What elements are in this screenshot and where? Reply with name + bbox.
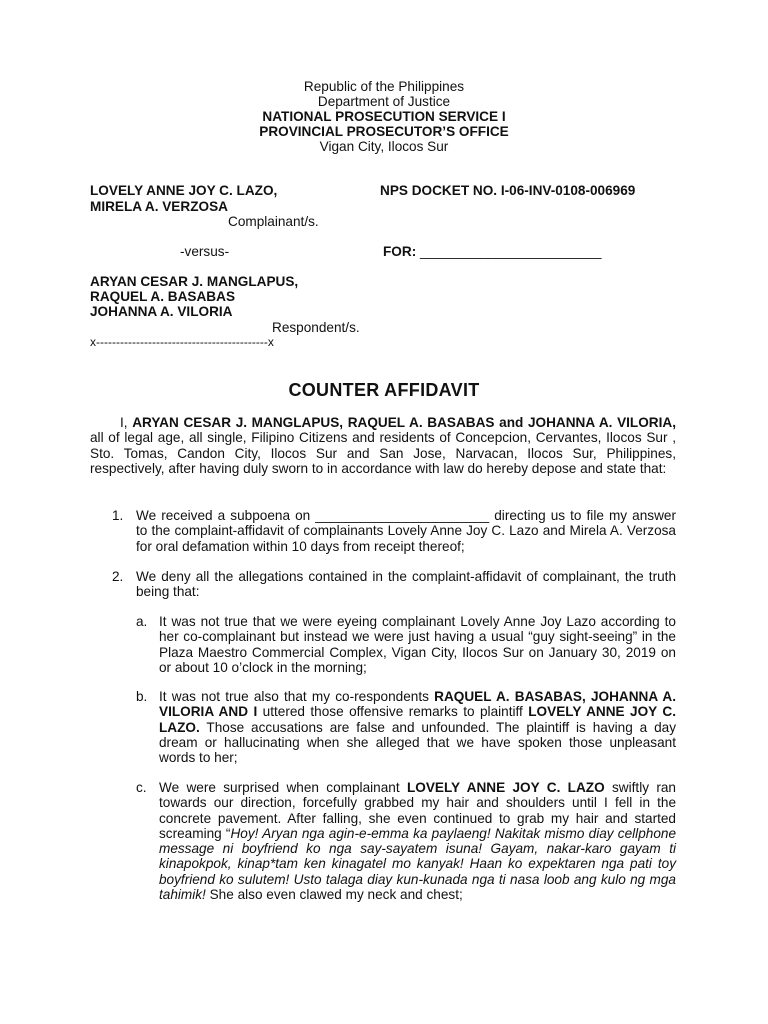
docket-number: NPS DOCKET NO. I-06-INV-0108-006969	[380, 183, 636, 198]
subitem-b-t3: Those accusations are false and unfounded. The plaintiff is having a day dream or hallucinating when she alleged that we have spoken those unpleasant words to her;	[159, 719, 676, 766]
for-line	[383, 244, 601, 259]
intro-rest: all of legal age, all single, Filipino Citizens and residents of Concepcion, Cervantes, Ilocos Sur , Sto. Tomas, Candon City, Ilocos Sur and San Jose, Narvacan, Ilocos Sur, Philippines, respectively, after having duly sworn to in accordance with law do hereby depose and state that:	[90, 430, 676, 476]
document-title: COUNTER AFFIDAVIT	[288, 380, 480, 400]
subitem-a-text: It was not true that we were eyeing complainant Lovely Anne Joy Lazo according to her co-complainant but instead we were just having a usual “guy sight-seeing” in the Plaza Maestro Commercial Complex, Vigan City, Ilocos Sur on January 30, 2019 on or about 10 o’clock in the morning;	[159, 614, 676, 675]
item-1-number: 1.	[112, 508, 124, 523]
header-department: Department of Justice	[317, 94, 451, 109]
header-location: Vigan City, Ilocos Sur	[319, 139, 449, 154]
complainant-name-1: LOVELY ANNE JOY C. LAZO,	[90, 183, 278, 198]
subitem-c-text	[159, 780, 676, 902]
subitem-c-t3: She also even clawed my neck and chest;	[205, 887, 463, 903]
respondent-role: Respondent/s.	[272, 320, 360, 335]
versus-label: -versus-	[180, 244, 230, 259]
subitem-c-t2: swiftly ran towards our direction, forcefully grabbed my hair and shoulders until I fell in the concrete pavement. After falling, she even continued to grab my hair and started screaming “	[159, 780, 676, 841]
respondent-name-2: RAQUEL A. BASABAS	[90, 289, 236, 304]
complainant-name-2: MIRELA A. VERZOSA	[90, 199, 228, 214]
header-republic: Republic of the Philippines	[303, 79, 465, 94]
subitem-b-text	[159, 689, 676, 765]
subitem-b-plaintiff: LOVELY ANNE JOY C. LAZO.	[159, 704, 676, 735]
header-office: PROVINCIAL PROSECUTOR’S OFFICE	[259, 124, 509, 139]
intro-names: ARYAN CESAR J. MANGLAPUS, RAQUEL A. BASABAS and JOHANNA A. VILORIA,	[132, 415, 676, 430]
subitem-c-complainant: LOVELY ANNE JOY C. LAZO	[406, 780, 605, 795]
subitem-b-t1: It was not true also that my co-respondents	[159, 689, 435, 704]
subitem-a-letter: a.	[136, 614, 148, 629]
complainant-role: Complainant/s.	[228, 214, 319, 229]
intro-paragraph	[90, 415, 676, 476]
caption-separator: x-------------------------------------------x	[90, 335, 274, 349]
header-nps: NATIONAL PROSECUTION SERVICE I	[262, 109, 506, 124]
respondent-name-3: JOHANNA A. VILORIA	[90, 304, 233, 319]
item-1-text: We received a subpoena on _______________________ directing us to file my answer to the complaint-affidavit of complainants Lovely Anne Joy C. Lazo and Mirela A. Verzosa for oral defamation within 10 days from receipt thereof;	[136, 508, 676, 554]
subitem-b-respondents: RAQUEL A. BASABAS, JOHANNA A. VILORIA AND I	[159, 689, 676, 720]
for-blank: ________________________	[420, 244, 602, 259]
subitem-c-letter: c.	[136, 780, 147, 795]
subitem-c-quote: Hoy! Aryan nga agin-e-emma ka paylaeng! Nakitak mismo diay cellphone message ni boyfriend ko nga say-sayatem isuna! Gayam, nakar-karo gayam ti kinapokpok, kinap*tam ken kinagatel mo kanyak! Haan ko expektaren nga pati toy boyfriend ko sulutem! Usto talaga diay kun-kunada nga ti nasa loob ang kulo ng mga tahimik!	[159, 825, 677, 903]
respondent-name-1: ARYAN CESAR J. MANGLAPUS,	[90, 274, 299, 289]
intro-pre: I,	[120, 415, 133, 430]
subitem-b-t2: uttered those offensive remarks to plaintiff	[257, 704, 529, 720]
subitem-b-letter: b.	[136, 689, 148, 704]
for-label: FOR:	[383, 244, 417, 259]
subitem-c-t1: We were surprised when complainant	[159, 780, 407, 795]
item-2-number: 2.	[112, 569, 124, 584]
item-2-text: We deny all the allegations contained in the complaint-affidavit of complainant, the truth being that:	[136, 569, 676, 600]
